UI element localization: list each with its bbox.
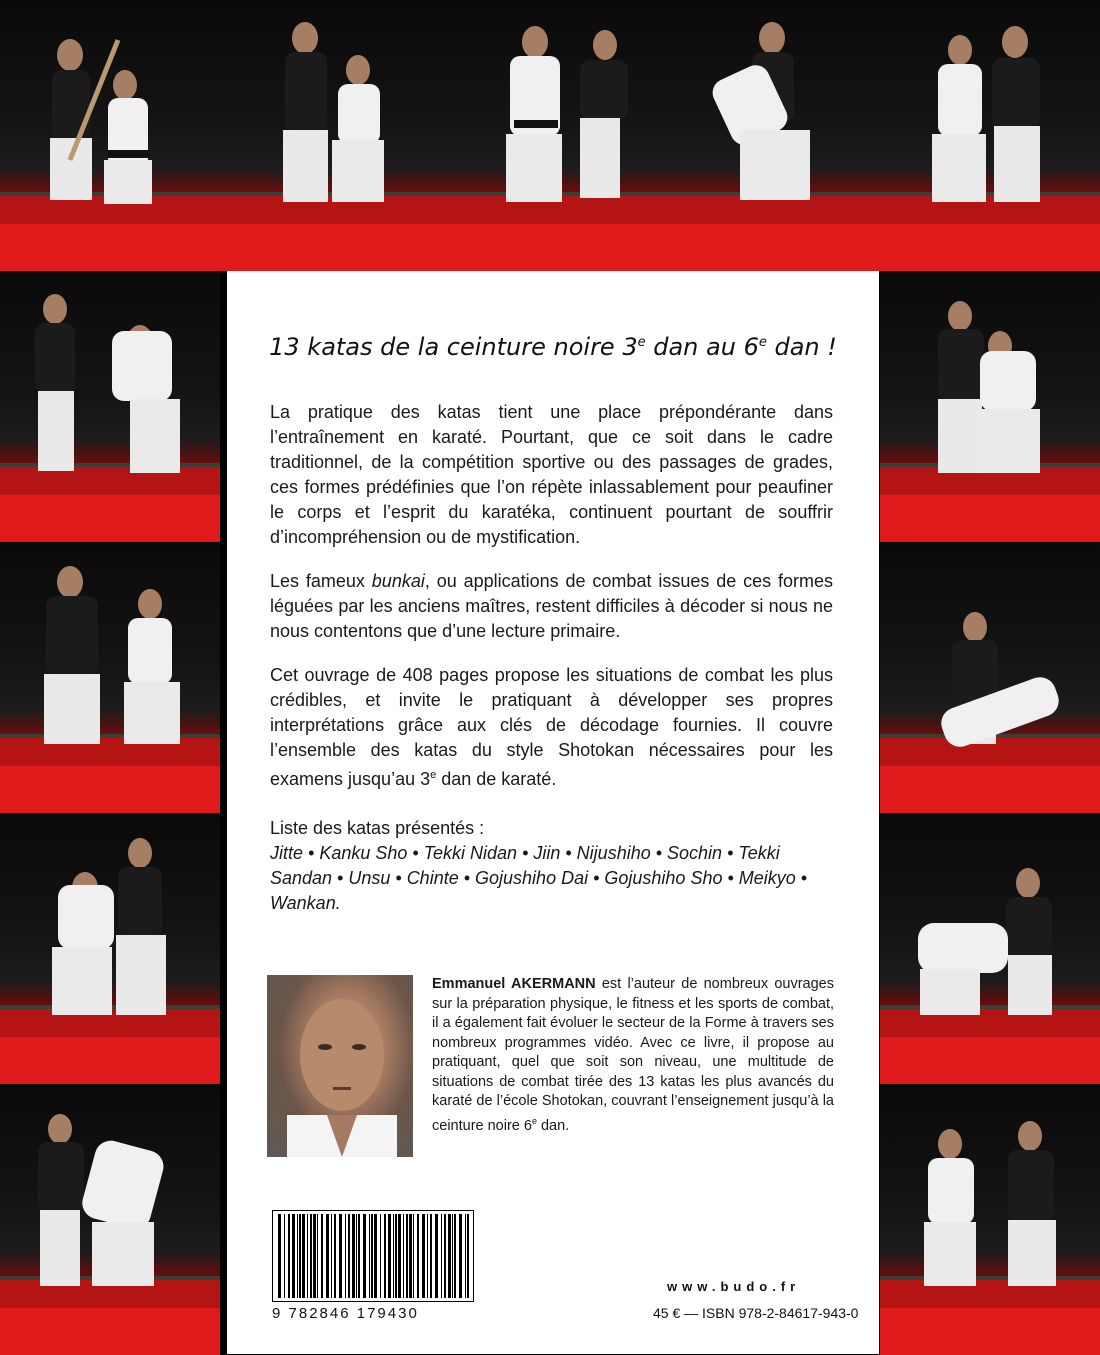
headline bbox=[227, 333, 879, 361]
barcode-bar bbox=[398, 1214, 401, 1298]
headline-part: dan ! bbox=[766, 333, 837, 361]
barcode-bar bbox=[299, 1214, 301, 1298]
label-band bbox=[0, 495, 220, 542]
barcode-bar bbox=[454, 1214, 456, 1298]
label-band bbox=[880, 224, 1100, 271]
author-bio-end: dan. bbox=[536, 1117, 570, 1134]
headline-part: 13 katas de la ceinture noire 3 bbox=[269, 333, 638, 361]
kata-tile-jitte bbox=[0, 0, 220, 271]
barcode-bar bbox=[348, 1214, 350, 1298]
author-portrait bbox=[267, 975, 413, 1157]
barcode-bar bbox=[395, 1214, 397, 1298]
label-band bbox=[0, 224, 220, 271]
author-bio bbox=[432, 975, 834, 1136]
barcode-bar bbox=[452, 1214, 453, 1298]
headline-part: dan au 6 bbox=[645, 333, 759, 361]
barcode-bar bbox=[430, 1214, 432, 1298]
author-photo bbox=[267, 975, 413, 1157]
karateka-figures bbox=[220, 0, 440, 224]
barcode-bar bbox=[422, 1214, 425, 1298]
karateka-figures bbox=[880, 542, 1100, 766]
price-isbn: 45 € — ISBN 978-2-84617-943-0 bbox=[653, 1305, 859, 1321]
barcode-bar bbox=[406, 1214, 408, 1298]
paragraph-intro: La pratique des katas tient une place prépondérante dans l’entraînement en karaté. Pourtant, que ce soit dans le cadre traditionnel, de la compétition sportive ou des passages de grades, ces formes prédéfinies que l’on répète inlassablement pour peaufiner le corps et l’esprit du karatéka, continuent pourtant de souffrir d’incompréhension ou de mystification. bbox=[270, 402, 833, 547]
barcode-bar bbox=[313, 1214, 316, 1298]
barcode-bar bbox=[302, 1214, 305, 1298]
karateka-figures bbox=[0, 1084, 220, 1308]
kata-tile-sochin bbox=[0, 271, 220, 542]
barcode-bar bbox=[358, 1214, 360, 1298]
barcode-bar bbox=[417, 1214, 419, 1298]
barcode-bar bbox=[307, 1214, 308, 1298]
barcode-bar bbox=[297, 1214, 298, 1298]
label-band bbox=[660, 224, 880, 271]
paragraph-bunkai bbox=[270, 569, 833, 644]
karateka-figures bbox=[880, 1084, 1100, 1308]
barcode-bar bbox=[284, 1214, 285, 1298]
barcode-bar bbox=[369, 1214, 370, 1298]
text: Les fameux bbox=[270, 571, 372, 591]
barcode-bar bbox=[384, 1214, 386, 1298]
barcode-bar bbox=[444, 1214, 446, 1298]
barcode-bar bbox=[331, 1214, 332, 1298]
label-band bbox=[0, 1037, 220, 1084]
author-name: Emmanuel AKERMANN bbox=[432, 976, 596, 992]
barcode-bar bbox=[356, 1214, 357, 1298]
barcode-bar bbox=[321, 1214, 323, 1298]
barcode-bar bbox=[310, 1214, 312, 1298]
kata-tile-kanku-sho bbox=[220, 0, 440, 271]
barcode-bar bbox=[403, 1214, 404, 1298]
barcode-bar bbox=[409, 1214, 412, 1298]
isbn-barcode bbox=[272, 1210, 474, 1302]
author-bio-text: est l’auteur de nombreux ouvrages sur la préparation physique, le fitness et les sports de combat, il a également fait évoluer le secteur de la Forme à travers ses nombreux programmes vidéo. Avec ce livre, il propose au pratiquant, quel que soit son niveau, une multitude de situations de combat tirée des 13 katas les plus avancés du karaté de l’école Shotokan, couvrant l’enseignement jusqu’à la ceinture noire 6 bbox=[432, 976, 834, 1134]
kata-tile-unsu bbox=[0, 813, 220, 1084]
label-band bbox=[880, 495, 1100, 542]
barcode-bar bbox=[467, 1214, 469, 1298]
label-band bbox=[440, 224, 660, 271]
kata-tile-jiin bbox=[660, 0, 880, 271]
barcode-bar bbox=[374, 1214, 377, 1298]
barcode-bar bbox=[292, 1214, 295, 1298]
kata-list bbox=[270, 816, 833, 916]
barcode-bar bbox=[441, 1214, 442, 1298]
kata-tile-chinte bbox=[0, 1084, 220, 1355]
barcode-bar bbox=[393, 1214, 394, 1298]
barcode-bar bbox=[380, 1214, 381, 1298]
karateka-figures bbox=[440, 0, 660, 224]
barcode-digits: 9 782846 179430 bbox=[272, 1305, 419, 1322]
label-band bbox=[0, 1308, 220, 1355]
barcode-bar bbox=[388, 1214, 391, 1298]
barcode-bar bbox=[371, 1214, 373, 1298]
kata-tile-meikyo bbox=[880, 813, 1100, 1084]
label-band bbox=[880, 1037, 1100, 1084]
list-title: Liste des katas présentés : bbox=[270, 818, 485, 838]
paragraph-ouvrage bbox=[270, 663, 833, 792]
kata-tile-gojushiho-dai bbox=[880, 271, 1100, 542]
sup: e bbox=[531, 1115, 537, 1126]
barcode-bar bbox=[345, 1214, 346, 1298]
label-band bbox=[880, 766, 1100, 813]
karateka-figures bbox=[0, 271, 220, 495]
karateka-figures bbox=[660, 0, 880, 224]
barcode-bar bbox=[288, 1214, 290, 1298]
karateka-figures bbox=[880, 271, 1100, 495]
label-band bbox=[0, 766, 220, 813]
barcode-bar bbox=[363, 1214, 366, 1298]
kata-tile-tekki-nidan bbox=[440, 0, 660, 271]
text: , ou applications de combat issues de ces formes léguées par les anciens maîtres, restent difficiles à décoder si nous ne nous contentons que d’une lecture primaire. bbox=[270, 571, 833, 641]
kata-tile-gojushiho-sho bbox=[880, 542, 1100, 813]
publisher-website: www.budo.fr bbox=[667, 1279, 801, 1294]
label-band bbox=[880, 1308, 1100, 1355]
italic-term: bunkai bbox=[371, 571, 425, 591]
kata-tile-nijushiho bbox=[880, 0, 1100, 271]
barcode-bar bbox=[448, 1214, 451, 1298]
sup: e bbox=[430, 769, 437, 781]
karateka-figures bbox=[0, 0, 220, 224]
barcode-bar bbox=[339, 1214, 342, 1298]
kata-tile-tekki-sandan bbox=[0, 542, 220, 813]
text: Cet ouvrage de 408 pages propose les situations de combat les plus crédibles, et invite le pratiquant à développer ses propres interprétations grâce aux clés de décodage fournies. Il couvre l’ensemble des katas du style Shotokan nécessaires pour les examens jusqu’au 3 bbox=[270, 665, 833, 789]
back-cover-text-panel bbox=[227, 271, 879, 1354]
barcode-bar bbox=[278, 1214, 281, 1298]
barcode-bar bbox=[465, 1214, 466, 1298]
list-items: Jitte • Kanku Sho • Tekki Nidan • Jiin • Nijushiho • Sochin • Tekki Sandan • Unsu • Chinte • Gojushiho Dai • Gojushiho Sho • Meikyo • Wankan. bbox=[270, 843, 808, 913]
barcode-bar bbox=[459, 1214, 462, 1298]
kata-tile-wankan bbox=[880, 1084, 1100, 1355]
karateka-figures bbox=[0, 542, 220, 766]
barcode-bar bbox=[334, 1214, 336, 1298]
barcode-bar bbox=[427, 1214, 428, 1298]
barcode-bar bbox=[352, 1214, 355, 1298]
headline-sup: e bbox=[637, 335, 646, 350]
headline-sup: e bbox=[758, 335, 767, 350]
text: dan de karaté. bbox=[436, 769, 557, 789]
barcode-bar bbox=[413, 1214, 414, 1298]
barcode-bar bbox=[317, 1214, 318, 1298]
barcode-bar bbox=[326, 1214, 329, 1298]
karateka-figures bbox=[0, 813, 220, 1037]
label-band bbox=[220, 224, 440, 271]
barcode-bar bbox=[435, 1214, 438, 1298]
karateka-figures bbox=[880, 813, 1100, 1037]
karateka-figures bbox=[880, 0, 1100, 224]
